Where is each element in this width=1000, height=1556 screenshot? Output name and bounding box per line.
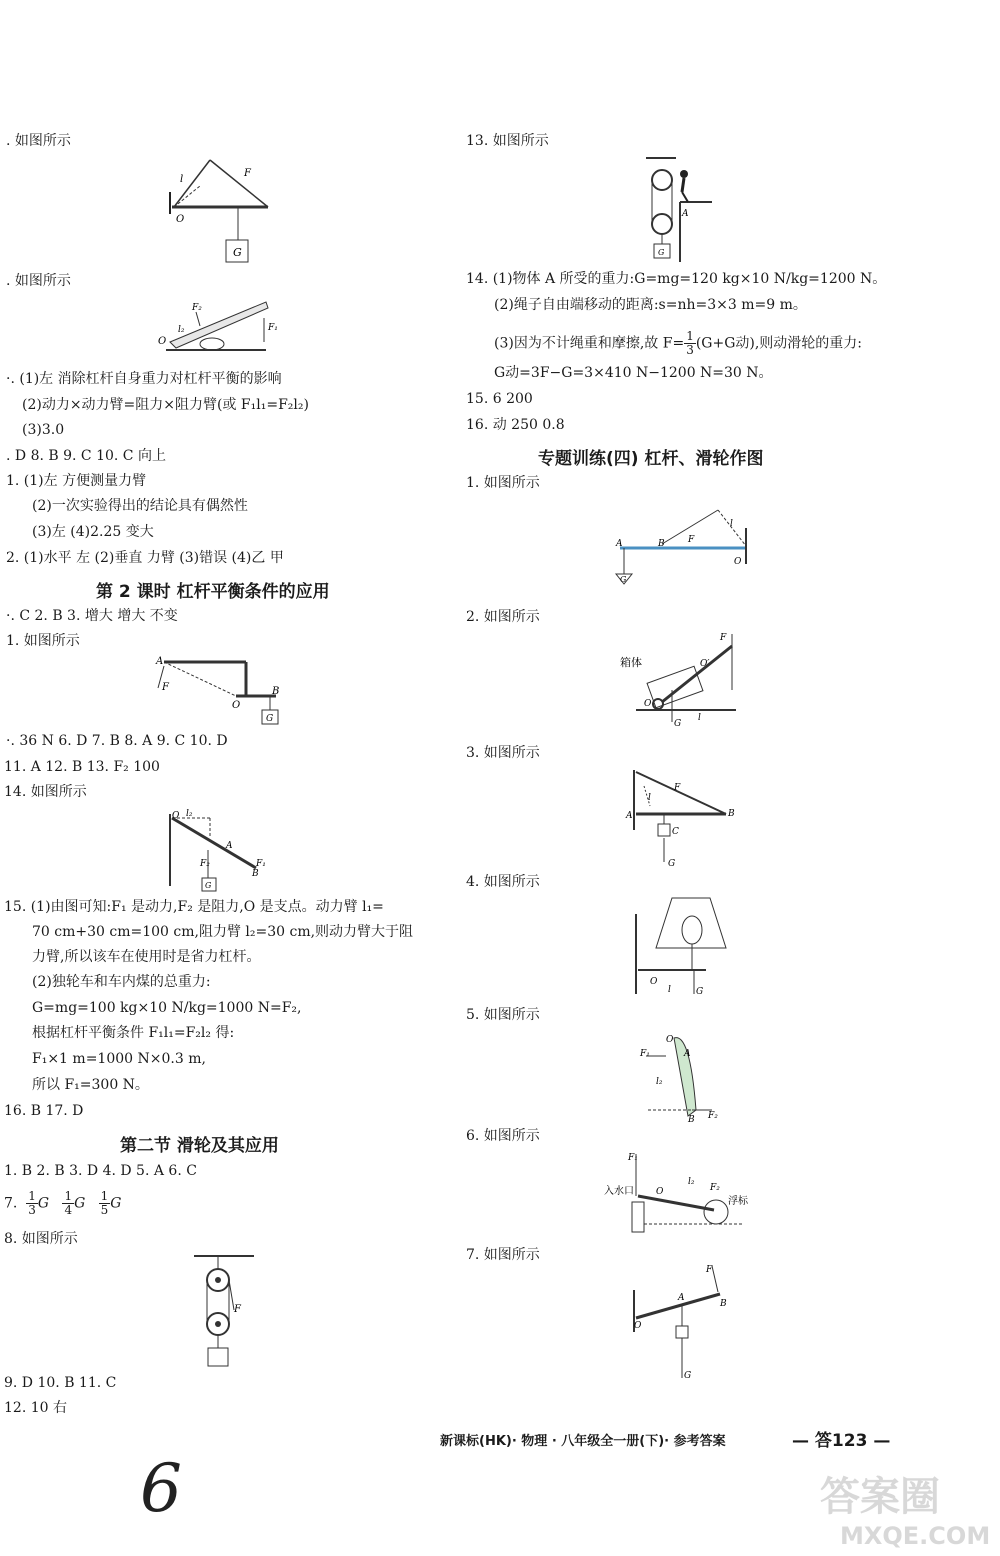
handwritten-number: 6 <box>140 1450 182 1527</box>
float-label: 浮标 <box>728 1196 748 1207</box>
answer-line: (3)左 (4)2.25 变大 <box>32 524 154 540</box>
svg-text:G: G <box>620 575 627 584</box>
answer-line: ·. (1)左 消除杠杆自身重力对杠杆平衡的影响 <box>6 371 282 387</box>
svg-text:O: O <box>644 699 652 709</box>
answer-line: 7. 如图所示 <box>466 1247 540 1263</box>
svg-text:F₂: F₂ <box>200 859 210 869</box>
answer-line: 8. 如图所示 <box>4 1231 78 1247</box>
figure-right-pulley <box>640 154 716 264</box>
answer-line: 15. 6 200 <box>466 391 533 407</box>
answer-line: 所以 F₁=300 N。 <box>32 1077 149 1093</box>
svg-text:F: F <box>706 1265 713 1275</box>
answer-line: . 如图所示 <box>6 273 71 289</box>
figure-left-2 <box>156 292 276 362</box>
svg-text:O: O <box>158 336 167 347</box>
answer-line: F₁×1 m=1000 N×0.3 m, <box>32 1051 206 1067</box>
svg-text:O: O <box>666 1035 674 1045</box>
svg-text:O: O <box>232 700 241 711</box>
svg-text:l: l <box>730 519 733 529</box>
svg-text:G: G <box>668 859 676 869</box>
svg-text:F₁: F₁ <box>256 859 266 869</box>
answer-line: G动=3F−G=3×410 N−1200 N=30 N。 <box>494 365 773 381</box>
answer-line: G=mg=100 kg×10 N/kg=1000 N=F₂, <box>32 1000 302 1016</box>
svg-text:F₂: F₂ <box>710 1183 720 1193</box>
answer-line: 4. 如图所示 <box>466 874 540 890</box>
svg-text:G: G <box>205 881 212 890</box>
svg-text:F₁: F₁ <box>640 1049 650 1059</box>
answer-line-fraction: (3)因为不计绳重和摩擦,故 F= $\frac{1}{3}$ (G+G动),则动滑轮的重力: <box>494 329 863 357</box>
svg-text:O: O <box>634 1321 642 1331</box>
svg-text:l: l <box>668 985 671 995</box>
svg-text:G: G <box>684 1371 692 1381</box>
figure-left-1 <box>166 152 276 270</box>
svg-text:G: G <box>674 719 682 729</box>
answer-line: 13. 如图所示 <box>466 133 549 149</box>
svg-text:F: F <box>720 633 727 643</box>
inlet-label: 入水口 <box>604 1186 634 1197</box>
svg-text:B: B <box>720 1299 727 1309</box>
watermark-logo <box>800 1460 990 1550</box>
svg-text:B: B <box>688 1115 695 1125</box>
svg-text:O: O <box>172 811 180 821</box>
answer-line: 11. A 12. B 13. F₂ 100 <box>4 759 160 775</box>
svg-text:G: G <box>233 246 242 259</box>
figure-left-3 <box>152 654 292 726</box>
section-heading: 专题训练(四) 杠杆、滑轮作图 <box>538 449 764 469</box>
answer-line: 3. 如图所示 <box>466 745 540 761</box>
svg-text:A: A <box>682 209 689 219</box>
answer-line: 2. (1)水平 左 (2)垂直 力臂 (3)错误 (4)乙 甲 <box>6 550 284 566</box>
svg-text:O: O <box>734 557 742 567</box>
svg-text:O′: O′ <box>700 659 710 669</box>
answer-line: 1. (1)左 方便测量力臂 <box>6 473 147 489</box>
svg-text:l₂: l₂ <box>656 1077 663 1087</box>
fraction-1-4: $\frac{1}{4}$ <box>64 1189 73 1217</box>
svg-text:MXQE.COM: MXQE.COM <box>840 1522 991 1550</box>
answer-line: 2. 如图所示 <box>466 609 540 625</box>
svg-text:F₂: F₂ <box>192 303 202 313</box>
answer-line: 14. (1)物体 A 所受的重力:G=mg=120 kg×10 N/kg=1200 N。 <box>466 271 887 287</box>
svg-text:A: A <box>616 539 623 549</box>
answer-line: 力臂,所以该车在使用时是省力杠杆。 <box>32 949 261 965</box>
figure-special-6 <box>598 1150 748 1238</box>
svg-text:l₂: l₂ <box>186 809 193 819</box>
answer-line: (2)动力×动力臂=阻力×阻力臂(或 F₁l₁=F₂l₂) <box>22 397 309 413</box>
svg-text:G: G <box>266 714 274 724</box>
svg-text:O: O <box>650 977 658 987</box>
svg-text:B: B <box>728 809 735 819</box>
svg-text:F: F <box>162 682 169 693</box>
svg-text:B: B <box>272 686 280 697</box>
answer-line: ·. 36 N 6. D 7. B 8. A 9. C 10. D <box>6 733 228 749</box>
svg-text:C: C <box>672 827 679 837</box>
answer-line: 70 cm+30 cm=100 cm,阻力臂 l₂=30 cm,则动力臂大于阻 <box>32 924 414 940</box>
svg-text:F₂: F₂ <box>708 1111 718 1121</box>
svg-text:B: B <box>252 869 259 879</box>
svg-text:A: A <box>156 656 164 667</box>
svg-text:O: O <box>656 1187 664 1197</box>
answer-line: . 如图所示 <box>6 133 71 149</box>
figure-left-pulley <box>190 1252 260 1370</box>
figure-special-5 <box>636 1030 726 1126</box>
svg-text:A: A <box>226 841 233 851</box>
answer-line: 16. 动 250 0.8 <box>466 417 565 433</box>
svg-text:A: A <box>684 1049 691 1059</box>
section-heading: 第 2 课时 杠杆平衡条件的应用 <box>96 582 330 602</box>
answer-line: 1. B 2. B 3. D 4. D 5. A 6. C <box>4 1163 197 1179</box>
svg-text:F: F <box>234 1304 241 1315</box>
svg-text:F: F <box>244 168 251 179</box>
svg-text:F: F <box>674 783 681 793</box>
answer-line: 5. 如图所示 <box>466 1007 540 1023</box>
answer-line: (2)绳子自由端移动的距离:s=nh=3×3 m=9 m。 <box>494 297 807 313</box>
svg-text:l: l <box>698 713 701 723</box>
svg-text:G: G <box>658 248 665 257</box>
answer-line: 16. B 17. D <box>4 1103 84 1119</box>
figure-special-1 <box>606 502 756 598</box>
section-heading: 第二节 滑轮及其应用 <box>120 1136 279 1156</box>
figure-special-3 <box>620 766 750 872</box>
svg-text:答案圈: 答案圈 <box>820 1474 940 1520</box>
figure-special-2 <box>606 630 756 730</box>
label-O: O <box>176 214 185 225</box>
svg-text:G: G <box>696 987 704 997</box>
fraction-1-5: $\frac{1}{5}$ <box>100 1189 109 1217</box>
figure-special-4 <box>622 894 742 1004</box>
answer-line: 12. 10 右 <box>4 1400 67 1416</box>
box-label: 箱体 <box>620 656 642 669</box>
fraction-1-3: $\frac{1}{3}$ <box>686 329 694 357</box>
item-number: 7. <box>4 1195 18 1212</box>
answer-line-fractions: 7. $\frac{1}{3}$ G $\frac{1}{4}$ G $\frac{1}{5}$ G <box>4 1189 122 1217</box>
svg-text:A: A <box>678 1293 685 1303</box>
footer-book-title: 新课标(HK)· 物理 · 八年级全一册(下)· 参考答案 <box>440 1434 726 1449</box>
answer-line: . D 8. B 9. C 10. C 向上 <box>6 448 166 464</box>
svg-text:A: A <box>626 811 633 821</box>
svg-text:F: F <box>688 535 695 545</box>
svg-text:F₁: F₁ <box>268 323 278 333</box>
page-number: — 答123 — <box>792 1431 891 1451</box>
svg-text:l₂: l₂ <box>688 1177 695 1187</box>
figure-special-7 <box>626 1262 736 1384</box>
answer-line: ·. C 2. B 3. 增大 增大 不变 <box>6 608 178 624</box>
answer-line: 15. (1)由图可知:F₁ 是动力,F₂ 是阻力,O 是支点。动力臂 l₁= <box>4 899 384 915</box>
svg-text:l: l <box>648 793 651 803</box>
answer-line: (2)一次实验得出的结论具有偶然性 <box>32 498 248 514</box>
answer-line: 6. 如图所示 <box>466 1128 540 1144</box>
answer-line: 14. 如图所示 <box>4 784 87 800</box>
answer-line: (2)独轮车和车内煤的总重力: <box>32 974 211 990</box>
answer-line: 9. D 10. B 11. C <box>4 1375 117 1391</box>
fraction-1-3: $\frac{1}{3}$ <box>28 1189 36 1217</box>
figure-left-4 <box>160 808 280 894</box>
answer-line: (3)3.0 <box>22 422 65 438</box>
answer-line: 1. 如图所示 <box>466 475 540 491</box>
answer-line: 根据杠杆平衡条件 F₁l₁=F₂l₂ 得: <box>32 1025 235 1041</box>
svg-text:l: l <box>180 174 184 185</box>
svg-text:F₁: F₁ <box>628 1153 638 1163</box>
svg-text:B: B <box>658 539 665 549</box>
svg-text:l₂: l₂ <box>178 325 185 335</box>
answer-line: 1. 如图所示 <box>6 633 80 649</box>
